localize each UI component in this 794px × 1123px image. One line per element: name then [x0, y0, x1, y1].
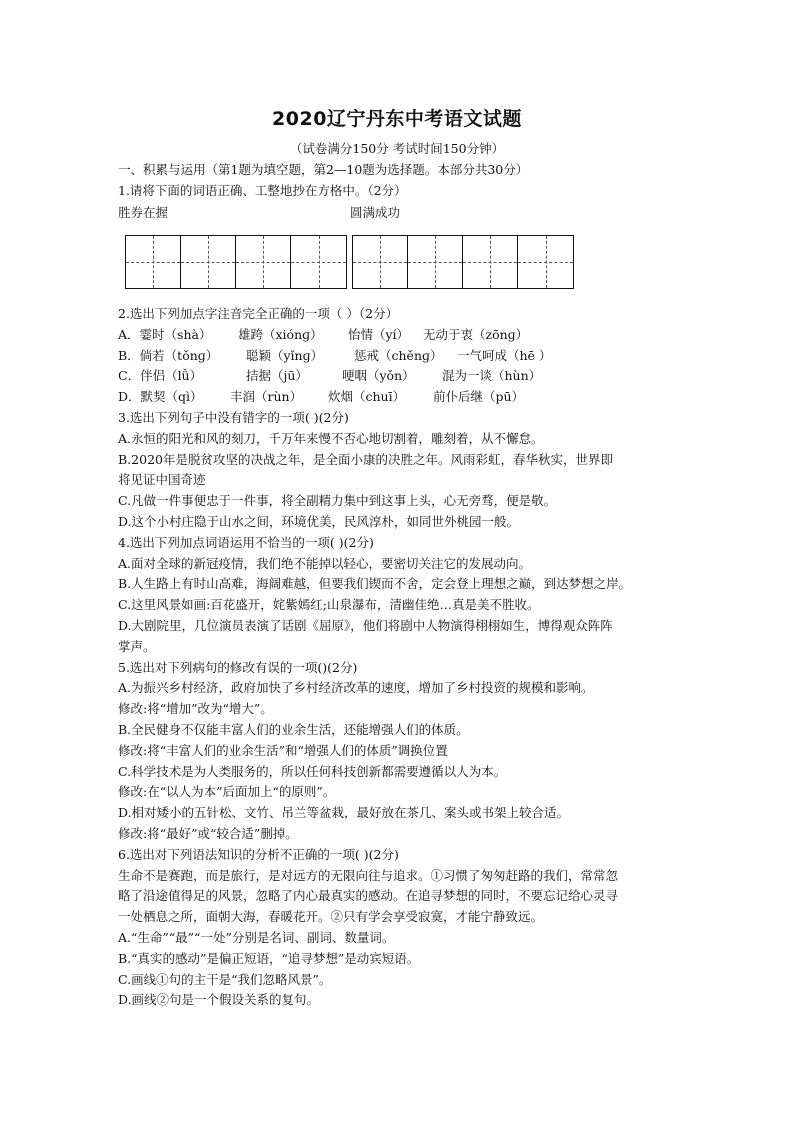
section-1-heading-block — [118, 160, 683, 202]
q1-word-1: 胜券在握 — [118, 205, 169, 220]
q1-prompt: 1.请将下面的词语正确、工整地抄在方格中。（2分） — [118, 182, 407, 198]
q5-option-c-fix: 修改:在“以人为本”后面加上“的原则”。 — [118, 784, 336, 800]
q5-option-a-fix: 修改:将“增加”改为“增大”。 — [118, 701, 273, 717]
q4-option-c: C.这里风景如画:百花盛开，姹紫嫣红;山泉瀑布，清幽佳绝…真是美不胜收。 — [118, 597, 540, 613]
q3-option-c: C.凡做一件事便忠于一件事，将全副精力集中到这事上头，心无旁骛，便是敬。 — [118, 493, 557, 509]
q2-option-d — [118, 387, 683, 408]
exam-info: （试卷满分150分 考试时间150分钟） — [289, 141, 505, 156]
q2-a-1: A．霎时（shà） — [118, 326, 212, 342]
q1-word-2: 圆满成功 — [350, 205, 401, 220]
grid-cell[interactable] — [126, 236, 181, 288]
q2-option-a — [118, 325, 683, 346]
q2-b-3: 惩戒（chěnɡ） — [354, 347, 443, 363]
section-heading: 一、积累与运用（第1题为填空题，第2—10题为选择题。本部分共30分） — [118, 162, 529, 177]
q5-prompt: 5.选出对下列病句的修改有误的一项()(2分) — [118, 659, 358, 675]
q2-d-2: 丰润（rùn） — [230, 389, 303, 405]
q2-c-2: 拮据（jū） — [246, 368, 308, 384]
q6-passage-line3: 一处栖息之所，面朝大海，春暖花开。②只有学会享受寂寞，才能宁静致远。 — [118, 909, 544, 925]
questions-block — [118, 304, 683, 1011]
q6-passage-line1: 生命不是赛跑，而是旅行，是对远方的无限向往与追求。①习惯了匆匆赶路的我们，常常忽 — [118, 867, 619, 883]
q4-option-b: B.人生路上有时山高难，海阔难越，但要我们锲而不舍，定会登上理想之巅，到达梦想之岸。 — [118, 576, 632, 592]
page-title: 2020辽宁丹东中考语文试题 — [272, 108, 522, 130]
q2-a-4: 无动于衷（zōnɡ） — [423, 326, 529, 342]
grid-cell[interactable] — [353, 236, 408, 288]
q2-prompt: 2.选出下列加点字注音完全正确的一项（ ）（2分） — [118, 306, 399, 321]
q2-d-1: D．默契（qì） — [118, 389, 203, 405]
q2-option-c — [118, 366, 683, 387]
q5-option-d-fix: 修改:将“最好”或“较合适”删掉。 — [118, 825, 298, 841]
q2-b-4: 一气呵成（hē ） — [457, 347, 552, 363]
grid-cell[interactable] — [408, 236, 463, 288]
q3-option-b-line1: B.2020年是脱贫攻坚的决战之年，是全面小康的决胜之年。风雨彩虹，春华秋实，世界即 — [118, 451, 613, 467]
q2-c-3: 哽咽（yǒn） — [342, 368, 415, 384]
q2-a-2: 雄跨（xiónɡ） — [238, 326, 323, 342]
q3-option-d: D.这个小村庄隐于山水之间，环境优美，民风淳朴，如同世外桃园一般。 — [118, 513, 520, 529]
q5-option-b-fix: 修改:将“丰富人们的业余生活”和“增强人们的体质”调换位置 — [118, 742, 448, 758]
q3-option-a: A.永恒的阳光和风的刻刀，千万年来慢不否心地切割着，雕刻着，从不懈怠。 — [118, 430, 544, 446]
q4-prompt: 4.选出下列加点词语运用不恰当的一项( )(2分) — [118, 534, 374, 550]
q3-option-b-line2: 将见证中国奇迹 — [118, 472, 206, 488]
q6-option-c: C.画线①句的主干是“我们忽略风景”。 — [118, 971, 332, 987]
q6-option-d: D.画线②句是一个假设关系的复句。 — [118, 992, 320, 1008]
grid-cell[interactable] — [236, 236, 291, 288]
q5-option-c: C.科学技术是为人类服务的，所以任何科技创新都需要遵循以人为本。 — [118, 763, 507, 779]
q2-option-b — [118, 346, 683, 367]
q2-b-2: 聪颖（yǐnɡ） — [246, 347, 324, 363]
q4-option-a: A.面对全球的新冠疫情，我们绝不能掉以轻心，要密切关注它的发展动向。 — [118, 555, 532, 571]
q5-option-d: D.相对矮小的五针松、文竹、吊兰等盆栽，最好放在茶几、案头或书架上较合适。 — [118, 805, 570, 821]
writing-grid-1[interactable] — [125, 235, 347, 289]
q2-b-1: B．倘若（tǒnɡ） — [118, 347, 219, 363]
grid-cell[interactable] — [518, 236, 573, 288]
q2-c-4: 混为一谈（hùn） — [442, 368, 542, 384]
grid-cell[interactable] — [463, 236, 518, 288]
writing-grid-2[interactable] — [352, 235, 574, 289]
q6-option-a: A.“生命”“最”“一处”分别是名词、副词、数量词。 — [118, 929, 395, 945]
q3-prompt: 3.选出下列句子中没有错字的一项( )(2分) — [118, 409, 349, 425]
grid-cell[interactable] — [181, 236, 236, 288]
q2-a-3: 怡情（yí） — [348, 326, 410, 342]
q2-c-1: C．伴侣（lǚ） — [118, 368, 203, 384]
q6-prompt: 6.选出对下列语法知识的分析不正确的一项( )(2分) — [118, 846, 399, 862]
q4-option-d-line2: 掌声。 — [118, 638, 156, 654]
grid-cell[interactable] — [291, 236, 346, 288]
q6-option-b: B.“真实的感动”是偏正短语，“追寻梦想”是动宾短语。 — [118, 950, 420, 966]
q6-passage-line2: 略了沿途值得足的风景，忽略了内心最真实的感动。在追寻梦想的同时，不要忘记给心灵寻 — [118, 888, 619, 904]
q5-option-b: B.全民健身不仅能丰富人们的业余生活，还能增强人们的体质。 — [118, 721, 469, 737]
q4-option-d-line1: D.大剧院里，几位演员表演了话剧《屈原》，他们将剧中人物演得栩栩如生，博得观众阵阵 — [118, 617, 613, 633]
q5-option-a: A.为振兴乡村经济，政府加快了乡村经济改革的速度，增加了乡村投资的规模和影响。 — [118, 680, 594, 696]
q2-d-3: 炊烟（chuī） — [328, 389, 406, 405]
q2-d-4: 前仆后继（pū） — [433, 389, 525, 405]
